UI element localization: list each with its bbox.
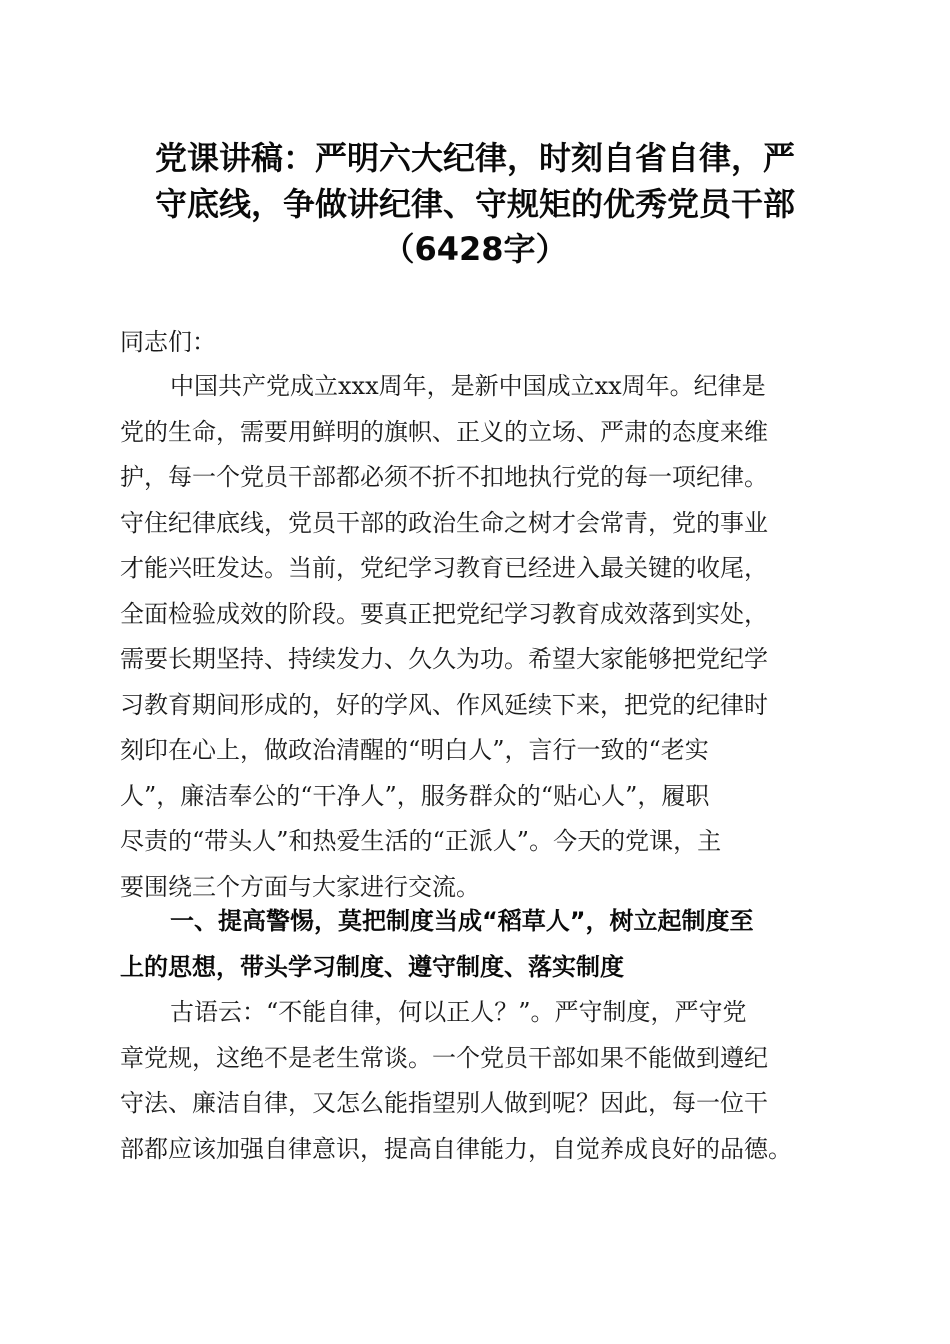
paragraph-line: 部都应该加强自律意识，提高自律能力，自觉养成良好的品德。 (120, 1134, 792, 1163)
paragraph-line: 尽责的“带头人”和热爱生活的“正派人”。今天的党课，主 (120, 827, 722, 855)
paragraph-line: 人”，廉洁奉公的“干净人”，服务群众的“贴心人”，履职 (120, 781, 710, 810)
paragraph-line: 才能兴旺发达。当前，党纪学习教育已经进入最关键的收尾， (120, 554, 768, 582)
document-title (100, 136, 850, 273)
paragraph-line: 守法、廉洁自律，又怎么能指望别人做到呢？因此，每一位干 (120, 1089, 768, 1117)
paragraph-line: 古语云：“不能自律，何以正人？”。严守制度，严守党 (170, 998, 747, 1026)
title-word-count: （6428字） (382, 230, 568, 268)
paragraph-line: 习教育期间形成的，好的学风、作风延续下来，把党的纪律时 (120, 690, 768, 719)
heading-line: 上的思想，带头学习制度、遵守制度、落实制度 (120, 953, 624, 981)
paragraph-line: 中国共产党成立xxx周年，是新中国成立xx周年。纪律是 (170, 372, 766, 400)
paragraph-section-1 (120, 990, 840, 1172)
heading-line: 一、提高警惕，莫把制度当成“稻草人”，树立起制度至 (170, 907, 754, 935)
paragraph-line: 党的生命，需要用鲜明的旗帜、正义的立场、严肃的态度来维 (120, 417, 768, 446)
title-line: 党课讲稿：严明六大纪律，时刻自省自律，严 (154, 139, 795, 177)
salutation-text: 同志们： (120, 328, 216, 356)
paragraph-line: 刻印在心上，做政治清醒的“明白人”，言行一致的“老实 (120, 736, 709, 764)
paragraph-line: 需要长期坚持、持续发力、久久为功。希望大家能够把党纪学 (120, 645, 768, 673)
paragraph-line: 章党规，这绝不是老生常谈。一个党员干部如果不能做到遵纪 (120, 1043, 768, 1072)
paragraph-line: 护，每一个党员干部都必须不折不扣地执行党的每一项纪律。 (120, 463, 768, 491)
paragraph-intro (120, 364, 840, 910)
salutation (120, 320, 840, 366)
paragraph-line: 全面检验成效的阶段。要真正把党纪学习教育成效落到实处， (120, 599, 768, 628)
paragraph-line: 守住纪律底线，党员干部的政治生命之树才会常青，党的事业 (120, 508, 768, 537)
title-line: 守底线，争做讲纪律、守规矩的优秀党员干部 (154, 184, 795, 223)
section-heading-1 (120, 898, 840, 990)
paragraph-line: 要围绕三个方面与大家进行交流。 (120, 872, 480, 901)
